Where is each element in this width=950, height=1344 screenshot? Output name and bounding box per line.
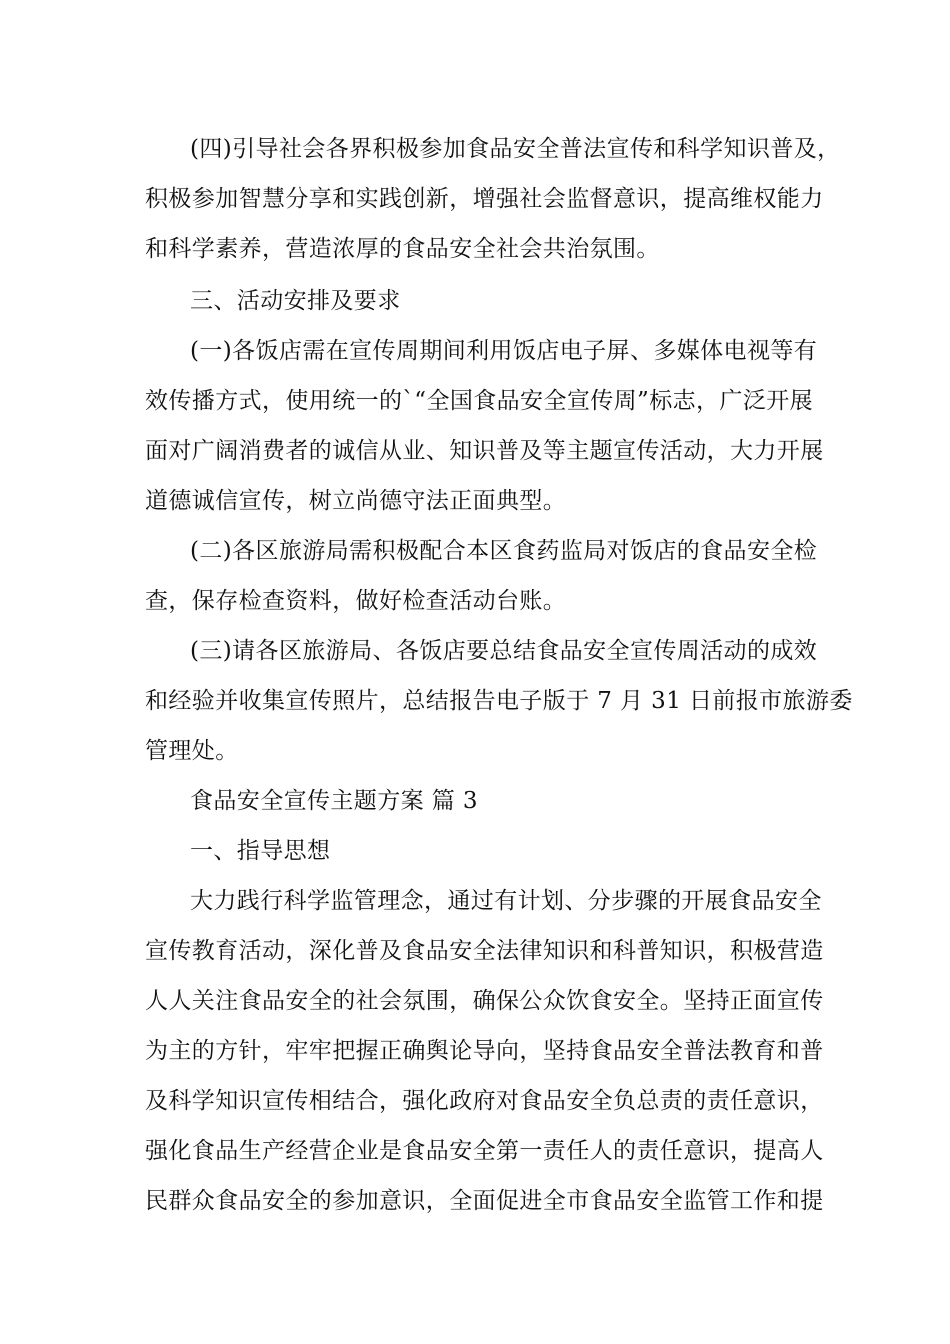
section-heading-guiding-ideology: 一、指导思想 [190,838,331,864]
guiding-paragraph-line-6: 强化食品生产经营企业是食品安全第一责任人的责任意识，提高人 [145,1138,824,1164]
section-heading-activity-arrangement: 三、活动安排及要求 [190,288,401,314]
item-3-line-2: 和经验并收集宣传照片，总结报告电子版于 7 月 31 日前报市旅游委 [145,688,853,714]
item-1-line-3: 面对广阔消费者的诚信从业、知识普及等主题宣传活动，大力开展 [145,438,824,464]
guiding-paragraph-line-5: 及科学知识宣传相结合，强化政府对食品安全负总责的责任意识， [145,1088,824,1114]
paragraph-4-line-3: 和科学素养，营造浓厚的食品安全社会共治氛围。 [145,236,660,262]
item-3-line-1: (三)请各区旅游局、各饭店要总结食品安全宣传周活动的成效 [190,638,818,664]
paragraph-4-line-2: 积极参加智慧分享和实践创新，增强社会监督意识，提高维权能力 [145,186,824,212]
paragraph-4-line-1: (四)引导社会各界积极参加食品安全普法宣传和科学知识普及， [190,136,841,162]
item-1-line-4: 道德诚信宣传，树立尚德守法正面典型。 [145,488,567,514]
guiding-paragraph-line-1: 大力践行科学监管理念，通过有计划、分步骤的开展食品安全 [190,888,822,914]
item-1-line-1: (一)各饭店需在宣传周期间利用饭店电子屏、多媒体电视等有 [190,338,818,364]
guiding-paragraph-line-2: 宣传教育活动，深化普及食品安全法律知识和科普知识，积极营造 [145,938,824,964]
guiding-paragraph-line-3: 人人关注食品安全的社会氛围，确保公众饮食安全。坚持正面宣传 [145,988,824,1014]
item-2-line-1: (二)各区旅游局需积极配合本区食药监局对饭店的食品安全检 [190,538,818,564]
item-3-line-3: 管理处。 [145,738,239,764]
guiding-paragraph-line-4: 为主的方针，牢牢把握正确舆论导向，坚持食品安全普法教育和普 [145,1038,824,1064]
guiding-paragraph-line-7: 民群众食品安全的参加意识，全面促进全市食品安全监管工作和提 [145,1188,824,1214]
item-1-line-2: 效传播方式，使用统一的`“全国食品安全宣传周”标志，广泛开展 [145,388,814,414]
plan-title: 食品安全宣传主题方案 篇 3 [190,788,478,814]
item-2-line-2: 查，保存检查资料，做好检查活动台账。 [145,588,567,614]
